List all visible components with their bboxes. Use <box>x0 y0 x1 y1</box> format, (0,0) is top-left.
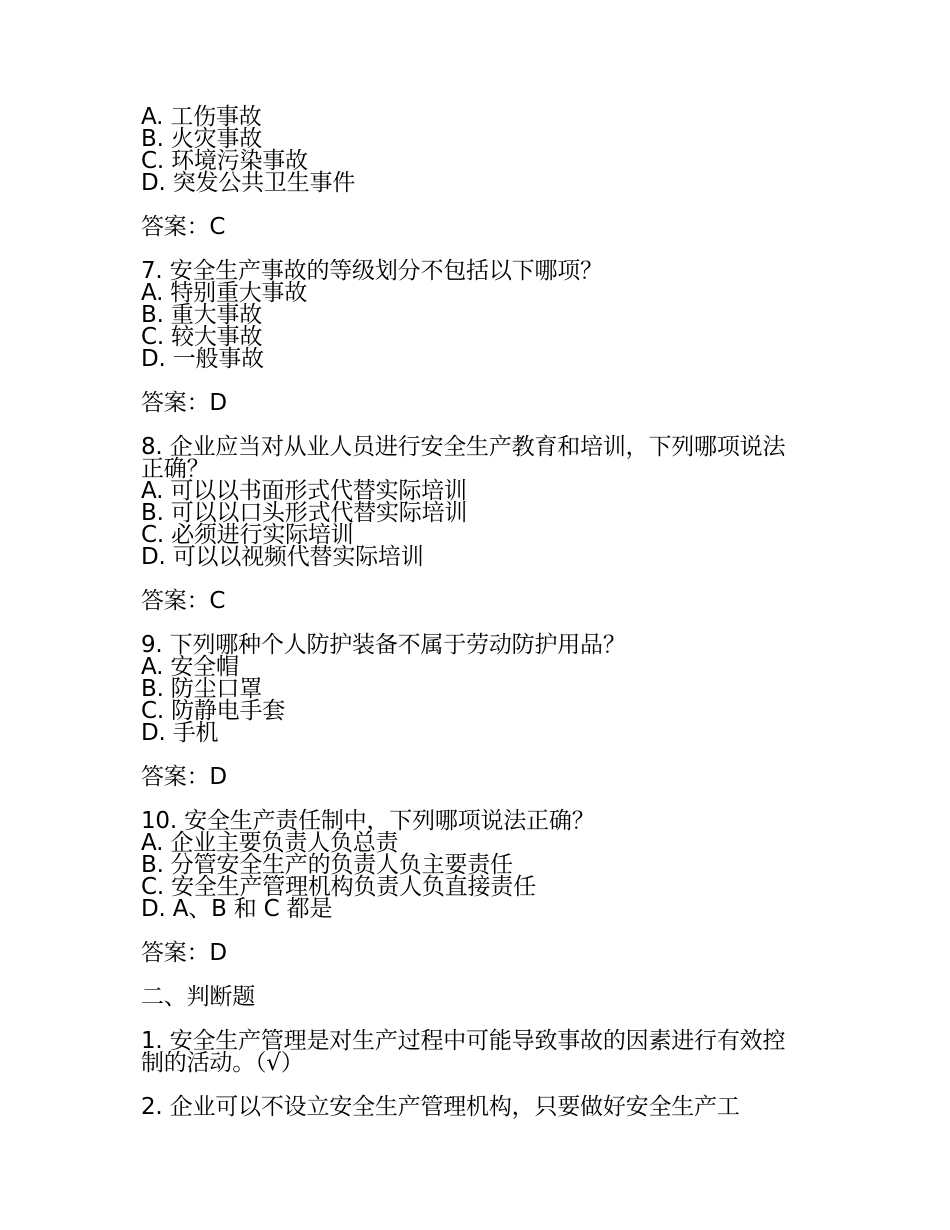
option-b: B. 火灾事故 <box>141 126 263 152</box>
question-text: 10. 安全生产责任制中，下列哪项说法正确？ <box>141 808 595 834</box>
option-d: D. 可以以视频代替实际培训 <box>141 544 424 570</box>
answer-6: 答案：C <box>141 214 226 240</box>
option-d: D. 一般事故 <box>141 346 264 372</box>
answer-10: 答案：D <box>141 940 227 966</box>
question-8 <box>141 436 821 568</box>
question-6-options <box>141 106 821 194</box>
true-false-item-1: 1. 安全生产管理是对生产过程中可能导致事故的因素进行有效控制的活动。（√） <box>141 1028 786 1076</box>
option-c: C. 环境污染事故 <box>141 148 308 174</box>
question-text: 7. 安全生产事故的等级划分不包括以下哪项？ <box>141 258 603 284</box>
document-page <box>141 106 821 1118</box>
option-d: D. 突发公共卫生事件 <box>141 170 356 196</box>
question-9 <box>141 634 821 744</box>
option-a: A. 安全帽 <box>141 654 239 680</box>
question-7 <box>141 260 821 370</box>
question-text: 9. 下列哪种个人防护装备不属于劳动防护用品？ <box>141 632 626 658</box>
question-10 <box>141 810 821 920</box>
option-b: B. 可以以口头形式代替实际培训 <box>141 500 468 526</box>
option-c: C. 安全生产管理机构负责人负直接责任 <box>141 874 536 900</box>
option-a: A. 企业主要负责人负总责 <box>141 830 399 856</box>
option-d: D. A、B 和 C 都是 <box>141 896 333 922</box>
question-text: 8. 企业应当对从业人员进行安全生产教育和培训，下列哪项说法正确？ <box>141 434 786 482</box>
option-b: B. 分管安全生产的负责人负主要责任 <box>141 852 513 878</box>
answer-9: 答案：D <box>141 764 227 790</box>
true-false-item-2: 2. 企业可以不设立安全生产管理机构，只要做好安全生产工 <box>141 1094 740 1120</box>
option-c: C. 较大事故 <box>141 324 263 350</box>
option-d: D. 手机 <box>141 720 219 746</box>
option-b: B. 防尘口罩 <box>141 676 263 702</box>
option-a: A. 工伤事故 <box>141 104 262 130</box>
option-a: A. 特别重大事故 <box>141 280 308 306</box>
option-b: B. 重大事故 <box>141 302 263 328</box>
answer-7: 答案：D <box>141 390 227 416</box>
section-heading: 二、判断题 <box>141 984 256 1010</box>
option-c: C. 必须进行实际培训 <box>141 522 354 548</box>
option-a: A. 可以以书面形式代替实际培训 <box>141 478 467 504</box>
answer-8: 答案：C <box>141 588 226 614</box>
option-c: C. 防静电手套 <box>141 698 286 724</box>
